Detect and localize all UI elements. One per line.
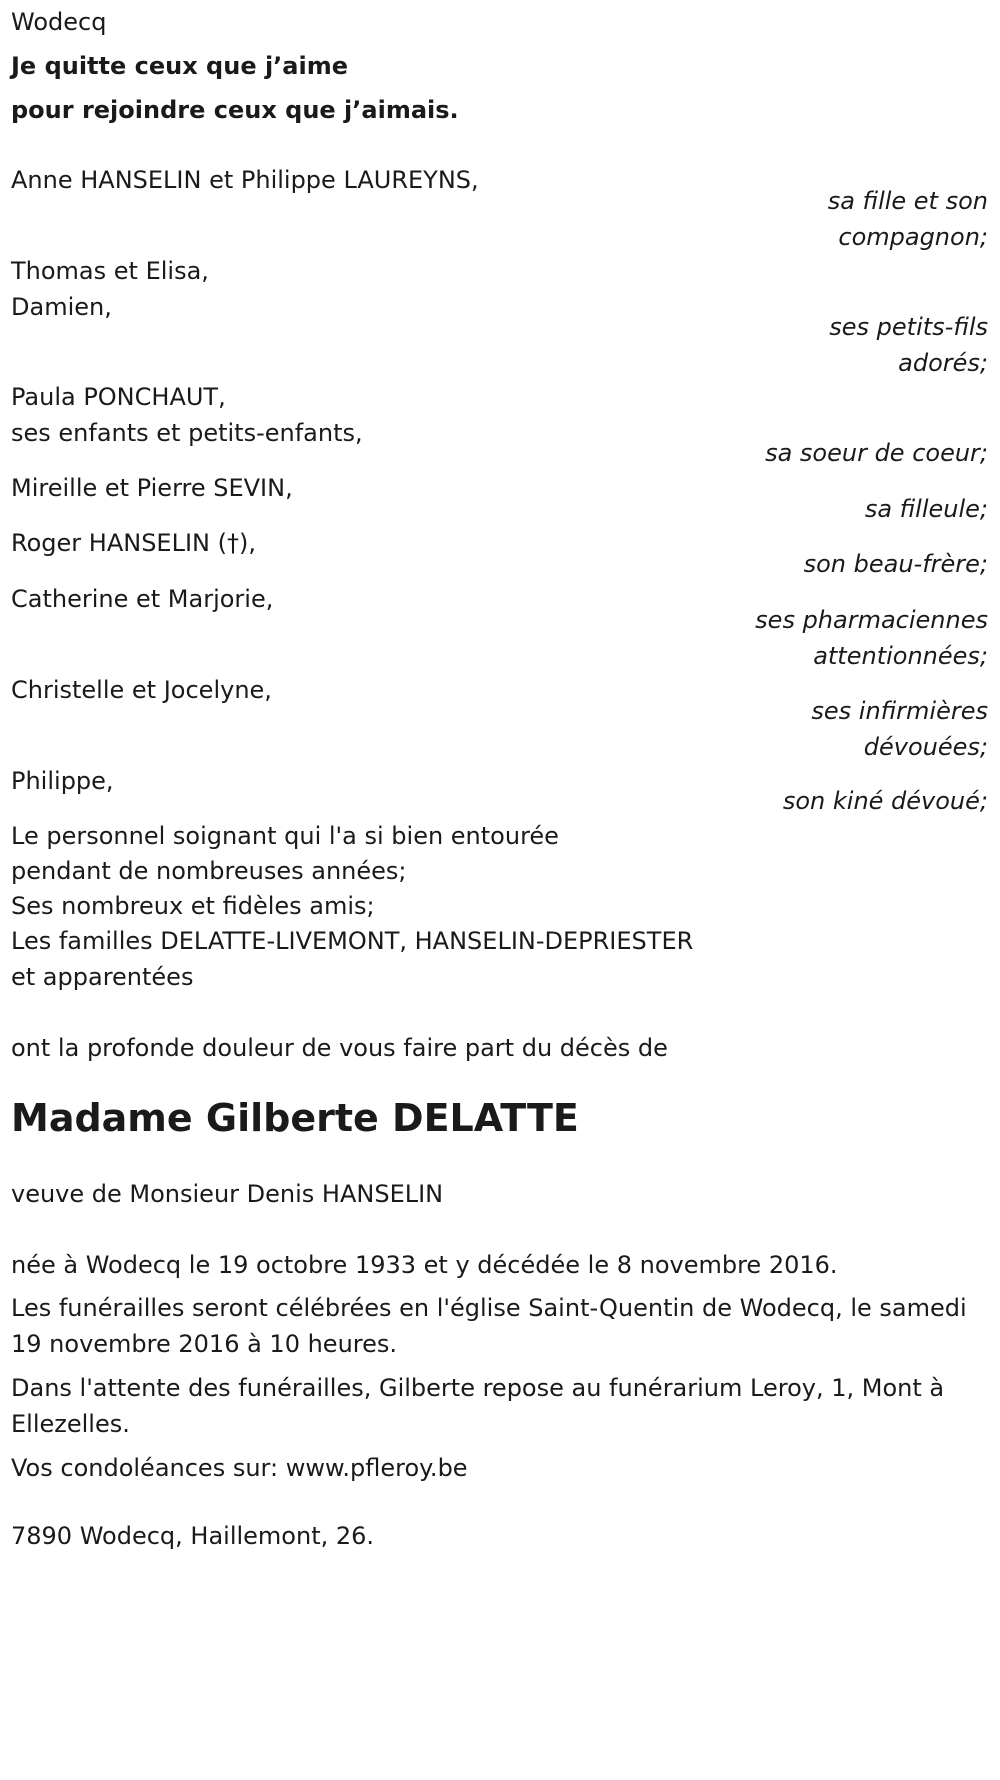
family-relation: sa fille et son bbox=[827, 187, 988, 215]
family-name: Catherine et Marjorie, bbox=[11, 585, 274, 613]
rest-text: Dans l'attente des funérailles, Gilberte repose au funérarium Leroy, 1, Mont à Ellezelles. bbox=[11, 1374, 945, 1438]
place-heading: Wodecq bbox=[11, 8, 107, 36]
family-name: Paula PONCHAUT, bbox=[11, 383, 226, 411]
widow-of-text: veuve de Monsieur Denis HANSELIN bbox=[11, 1180, 444, 1208]
family-name: Damien, bbox=[11, 293, 112, 321]
address-text: 7890 Wodecq, Haillemont, 26. bbox=[11, 1522, 375, 1550]
family-name: Roger HANSELIN (†), bbox=[11, 529, 256, 557]
deceased-name: Madame Gilberte DELATTE bbox=[11, 1096, 579, 1140]
family-relation: compagnon; bbox=[838, 223, 988, 251]
family-relation: attentionnées; bbox=[813, 642, 988, 670]
others-line: et apparentées bbox=[11, 963, 194, 991]
family-relation: sa soeur de coeur; bbox=[765, 439, 988, 467]
family-relation: ses pharmaciennes bbox=[755, 606, 988, 634]
others-line: Ses nombreux et fidèles amis; bbox=[11, 892, 375, 920]
family-relation: ses infirmières bbox=[811, 697, 988, 725]
funeral-text: Les funérailles seront célébrées en l'église Saint-Quentin de Wodecq, le samedi 19 novembre 2016 à 10 heures. bbox=[11, 1294, 967, 1358]
others-line: Les familles DELATTE-LIVEMONT, HANSELIN-DEPRIESTER bbox=[11, 927, 694, 955]
family-relation: son beau-frère; bbox=[803, 550, 988, 578]
family-name: Anne HANSELIN et Philippe LAUREYNS, bbox=[11, 166, 479, 194]
family-relation: dévouées; bbox=[863, 733, 988, 761]
quote-line-1: Je quitte ceux que j’aime bbox=[11, 52, 349, 80]
others-line: pendant de nombreuses années; bbox=[11, 857, 407, 885]
family-name: ses enfants et petits-enfants, bbox=[11, 419, 363, 447]
family-relation: sa filleule; bbox=[864, 495, 988, 523]
family-name: Thomas et Elisa, bbox=[11, 257, 209, 285]
announcement-text: ont la profonde douleur de vous faire part du décès de bbox=[11, 1034, 668, 1062]
family-relation: adorés; bbox=[898, 349, 988, 377]
family-name: Mireille et Pierre SEVIN, bbox=[11, 474, 293, 502]
family-relation: son kiné dévoué; bbox=[782, 787, 988, 815]
quote-line-2: pour rejoindre ceux que j’aimais. bbox=[11, 96, 459, 124]
family-relation: ses petits-fils bbox=[829, 313, 988, 341]
condolences-text: Vos condoléances sur: www.pfleroy.be bbox=[11, 1454, 468, 1482]
family-name: Philippe, bbox=[11, 767, 114, 795]
birth-death-text: née à Wodecq le 19 octobre 1933 et y décédée le 8 novembre 2016. bbox=[11, 1251, 838, 1279]
others-line: Le personnel soignant qui l'a si bien entourée bbox=[11, 822, 559, 850]
family-name: Christelle et Jocelyne, bbox=[11, 676, 272, 704]
